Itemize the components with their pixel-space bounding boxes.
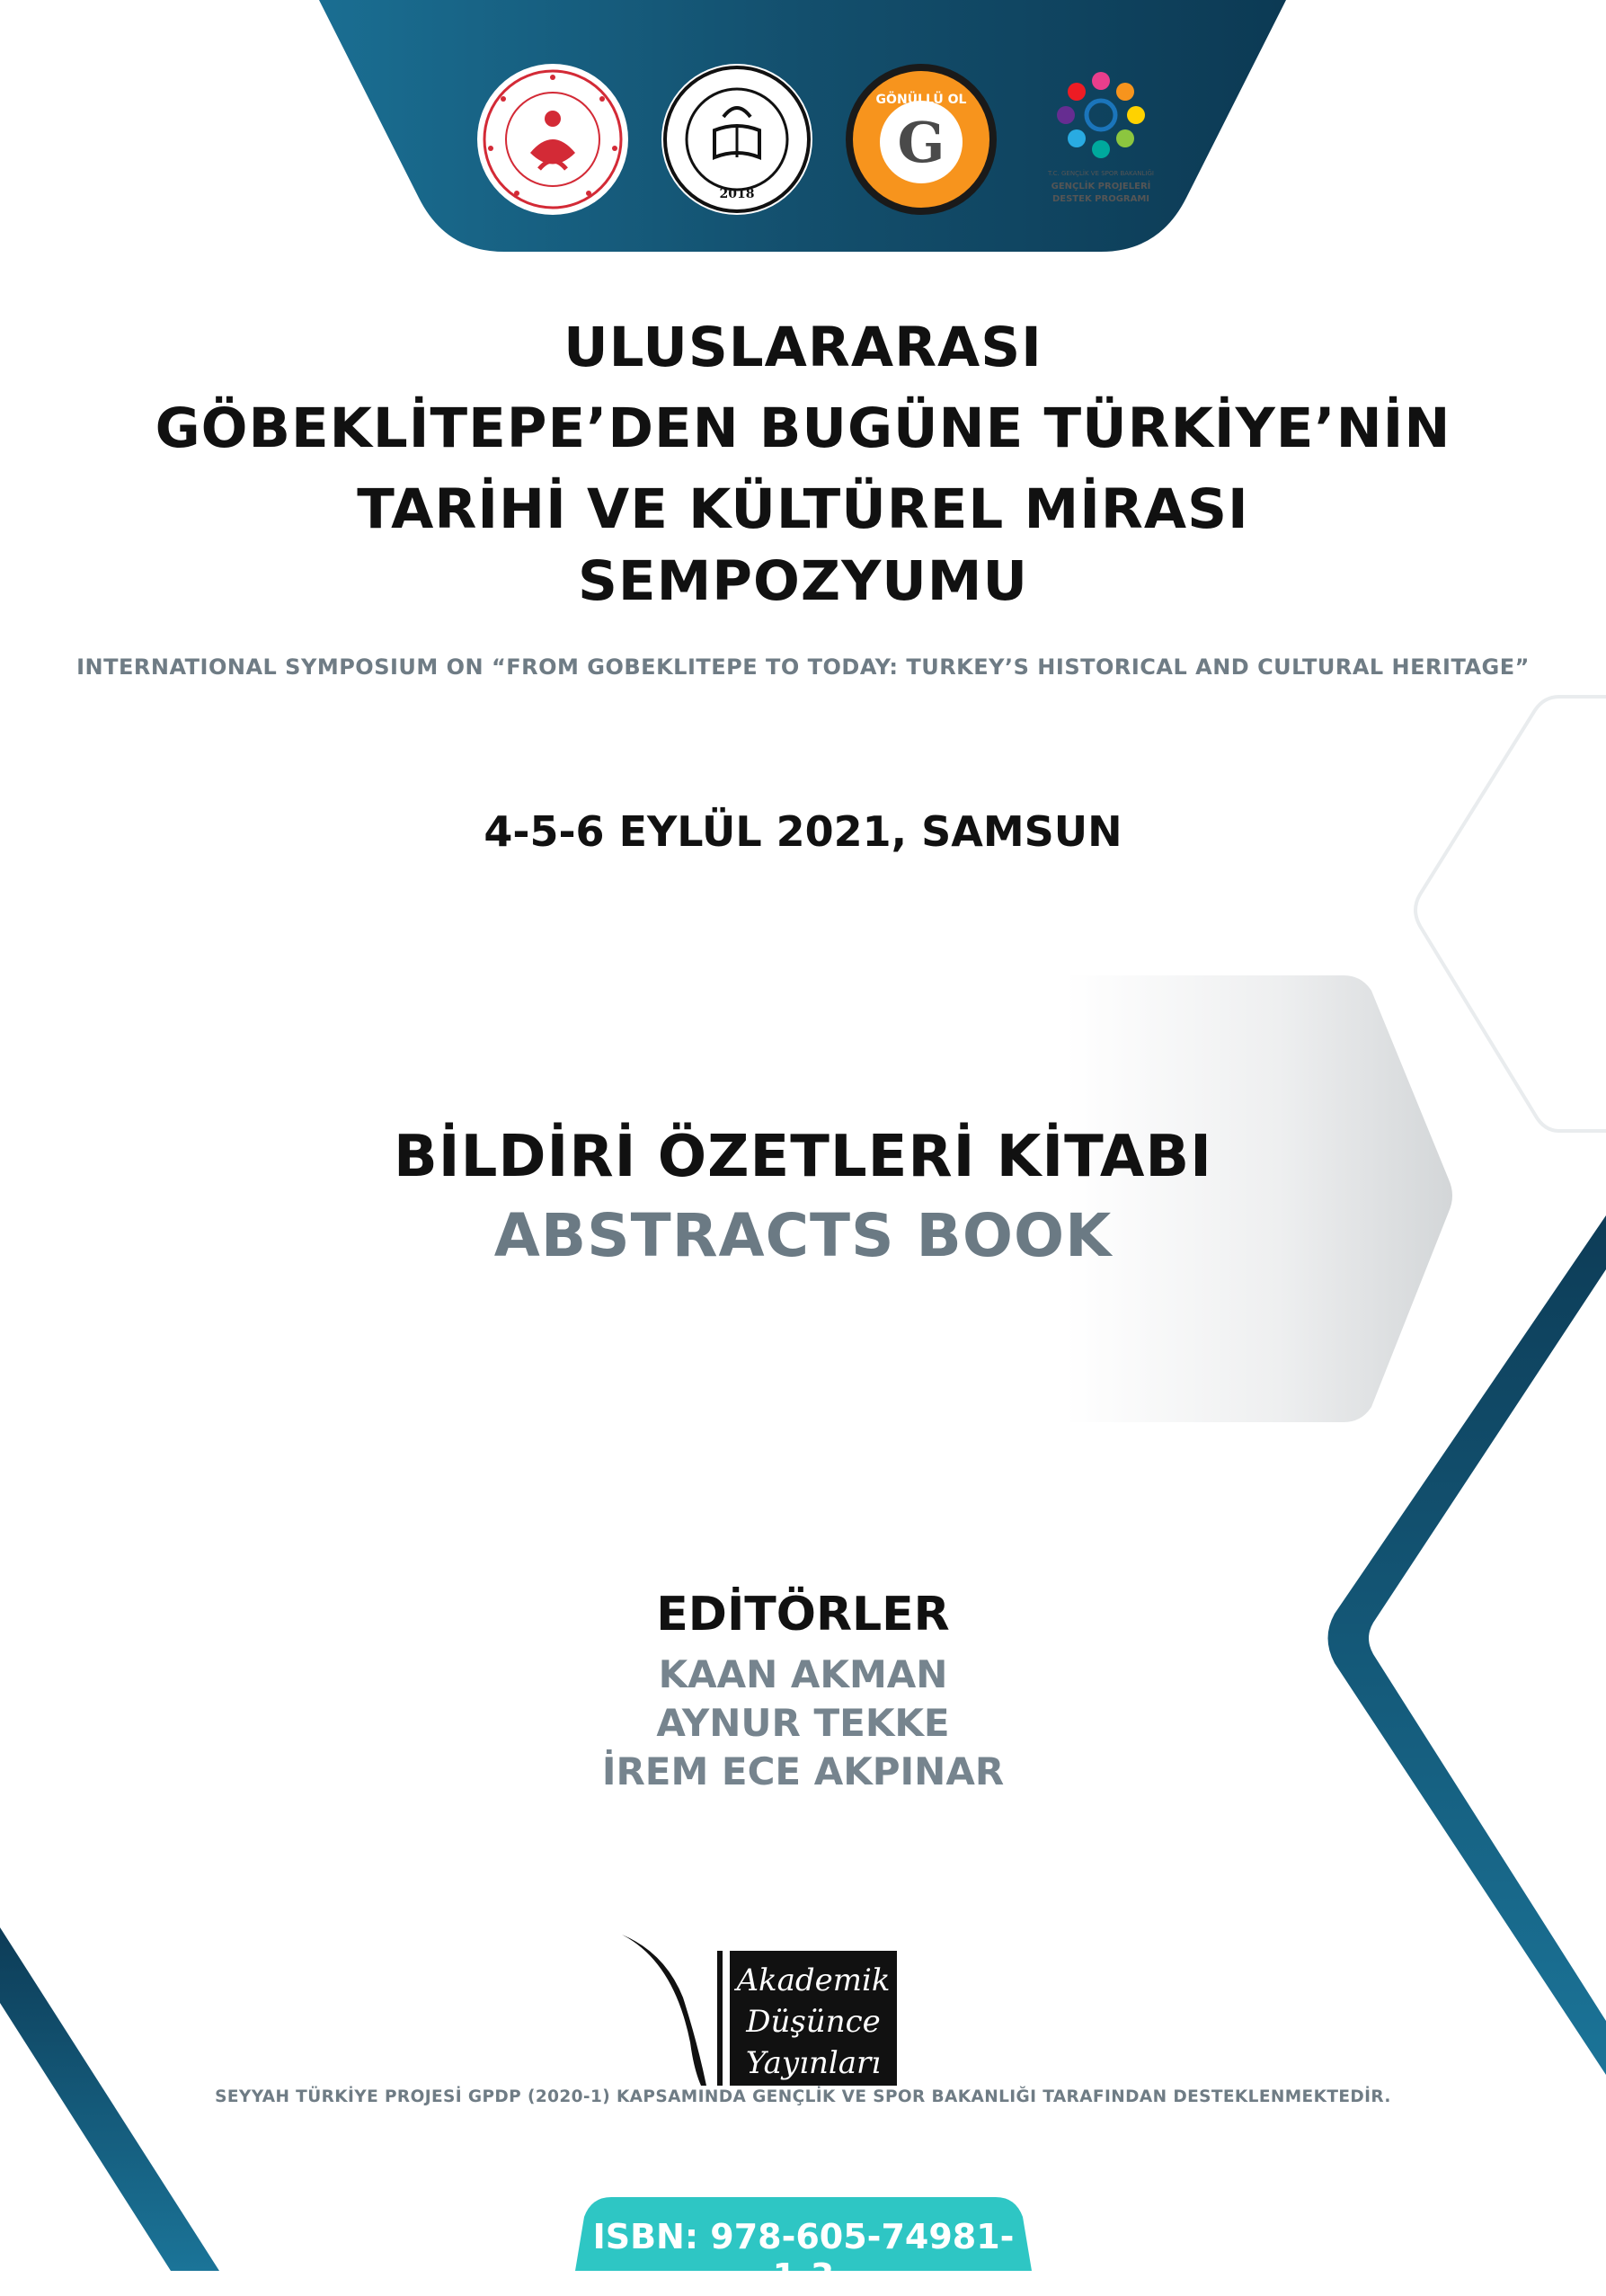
svg-text:GENÇLİK PROJELERİ: GENÇLİK PROJELERİ (1051, 179, 1151, 191)
title-line-2: GÖBEKLİTEPE’DEN BUGÜNE TÜRKİYE’NİN (0, 396, 1606, 462)
ministry-youth-sports-seal-icon (476, 63, 629, 216)
subtitle-english: INTERNATIONAL SYMPOSIUM ON “FROM GOBEKLITEPE TO TODAY: TURKEY’S HISTORICAL AND CULTURAL HERITAGE” (0, 654, 1606, 680)
editor-name: KAAN AKMAN (0, 1652, 1606, 1696)
svg-text:DESTEK PROGRAMI: DESTEK PROGRAMI (1052, 194, 1149, 204)
book-title-english: ABSTRACTS BOOK (0, 1201, 1606, 1270)
genc-gonulluler-badge-icon (845, 63, 998, 216)
svg-text:T.C. GENÇLİK VE SPOR BAKANLIĞI: T.C. GENÇLİK VE SPOR BAKANLIĞI (1047, 169, 1154, 177)
title-line-4: SEMPOZYUMU (0, 548, 1606, 615)
title-line-3: TARİHİ VE KÜLTÜREL MİRASI (0, 476, 1606, 543)
editor-name: İREM ECE AKPINAR (0, 1749, 1606, 1793)
editor-name: AYNUR TEKKE (0, 1701, 1606, 1745)
book-title-turkish: BİLDİRİ ÖZETLERİ KİTABI (0, 1124, 1606, 1190)
badge-letter: G (898, 110, 945, 175)
publisher-logo (620, 1935, 899, 2087)
badge-top-text: GÖNÜLLÜ OL (876, 91, 967, 107)
isbn-number: ISBN: 978-605-74981-1-3 (575, 2217, 1032, 2296)
publisher-name-line: Yayınları (746, 2045, 881, 2081)
sponsor-note: SEYYAH TÜRKİYE PROJESİ GPDP (2020-1) KAPSAMINDA GENÇLİK VE SPOR BAKANLIĞI TARAFINDAN DESTEKLENMEKTEDİR. (0, 2087, 1606, 2106)
faint-hexagon-outline (1415, 697, 1606, 1131)
event-date-place: 4-5-6 EYLÜL 2021, SAMSUN (0, 807, 1606, 856)
grey-hexagon-shape (1066, 975, 1452, 1422)
editors-heading: EDİTÖRLER (0, 1588, 1606, 1642)
seal-year: 2018 (720, 187, 755, 201)
akademik-dusunce-enstitusu-seal-icon (661, 63, 813, 216)
publisher-name-line: Akademik (733, 1962, 890, 1998)
quill-feather-icon (622, 1935, 706, 2086)
title-line-1: ULUSLARARASI (0, 315, 1606, 381)
genclik-projeleri-destek-programi-icon (1025, 63, 1177, 216)
publisher-name-line: Düşünce (745, 2004, 881, 2040)
